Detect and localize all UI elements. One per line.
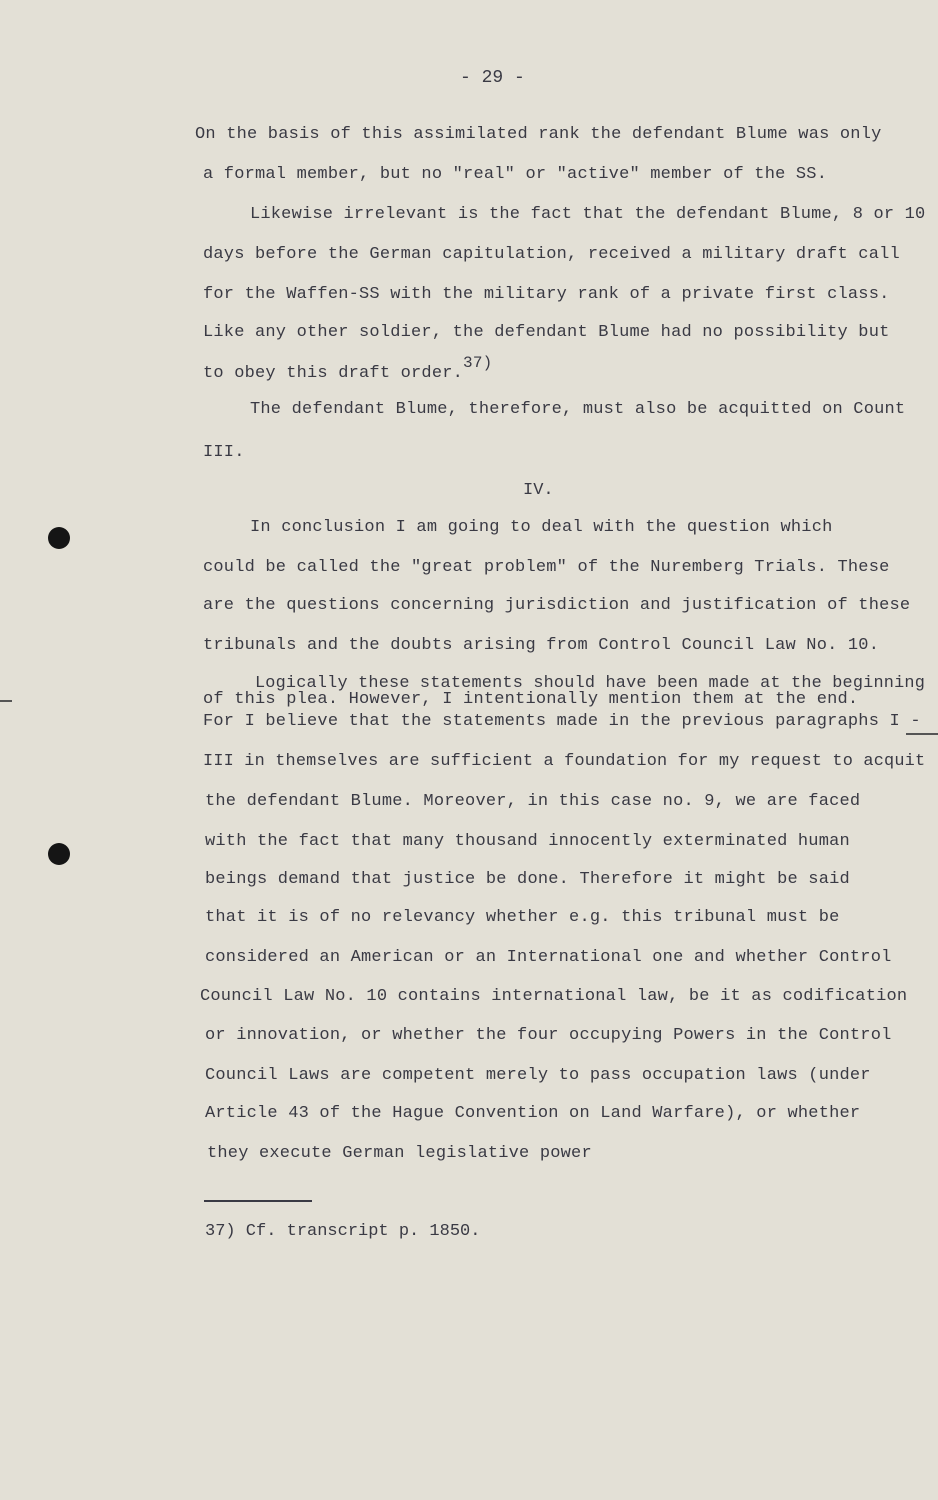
text-line: Logically these statements should have been made at the beginning — [255, 674, 926, 693]
text-line: that it is of no relevancy whether e.g. this tribunal must be — [205, 908, 840, 927]
text-line: the defendant Blume. Moreover, in this case no. 9, we are faced — [205, 792, 861, 811]
punch-hole — [48, 527, 70, 549]
footnote-divider — [204, 1200, 312, 1202]
text-line: Likewise irrelevant is the fact that the defendant Blume, 8 or 10 — [250, 205, 926, 224]
footnote-reference: 37) — [463, 354, 493, 372]
text-line: or innovation, or whether the four occupying Powers in the Control — [205, 1026, 892, 1045]
footnote: 37) Cf. transcript p. 1850. — [205, 1222, 481, 1241]
margin-mark — [906, 733, 938, 735]
text-line: could be called the "great problem" of the Nuremberg Trials. These — [203, 558, 890, 577]
text-line: On the basis of this assimilated rank the defendant Blume was only — [195, 125, 882, 144]
text-line: III in themselves are sufficient a foundation for my request to acquit — [203, 752, 926, 771]
text-line: considered an American or an International one and whether Control — [205, 948, 892, 967]
text-line: For I believe that the statements made in the previous paragraphs I - — [203, 712, 921, 731]
page-number: - 29 - — [460, 68, 525, 88]
punch-hole — [48, 843, 70, 865]
text-line: Like any other soldier, the defendant Blume had no possibility but — [203, 323, 890, 342]
text-line: for the Waffen-SS with the military rank of a private first class. — [203, 285, 890, 304]
text-line: are the questions concerning jurisdiction and justification of these — [203, 596, 911, 615]
text-line: Article 43 of the Hague Convention on Land Warfare), or whether — [205, 1104, 861, 1123]
text-line: days before the German capitulation, received a military draft call — [203, 245, 900, 264]
text-line-content: to obey this draft order. — [203, 364, 464, 383]
text-line: III. — [203, 443, 245, 462]
text-line: Council Laws are competent merely to pass occupation laws (under — [205, 1066, 871, 1085]
margin-mark — [0, 700, 12, 702]
text-line — [203, 354, 493, 383]
text-line: with the fact that many thousand innocently exterminated human — [205, 832, 850, 851]
text-line: they execute German legislative power — [207, 1144, 592, 1163]
text-line: a formal member, but no "real" or "active" member of the SS. — [203, 165, 828, 184]
text-line: of this plea. However, I intentionally mention them at the end. — [203, 690, 859, 709]
text-line: Council Law No. 10 contains international law, be it as codification — [200, 987, 908, 1006]
section-heading: IV. — [523, 481, 554, 500]
text-line: beings demand that justice be done. Therefore it might be said — [205, 870, 850, 889]
text-line: tribunals and the doubts arising from Control Council Law No. 10. — [203, 636, 880, 655]
text-line: The defendant Blume, therefore, must also be acquitted on Count — [250, 400, 906, 419]
text-line: In conclusion I am going to deal with the question which — [250, 518, 833, 537]
